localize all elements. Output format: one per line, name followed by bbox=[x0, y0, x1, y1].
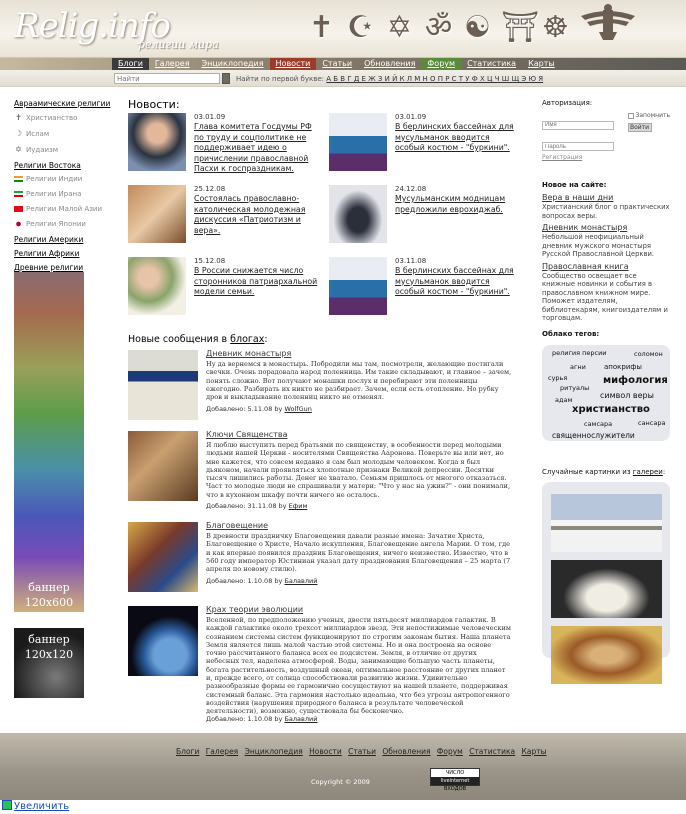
category-item-iran[interactable] bbox=[14, 190, 112, 198]
iran-flag-icon bbox=[14, 191, 23, 197]
counter-top: ЧИСЛО bbox=[445, 770, 465, 776]
tag-link[interactable]: христианство bbox=[572, 404, 650, 415]
post-footer bbox=[206, 405, 312, 413]
news-item bbox=[128, 185, 328, 247]
post-image[interactable] bbox=[128, 350, 198, 420]
site-slogan: религии мира bbox=[138, 38, 219, 51]
tag-link[interactable]: символ веры bbox=[600, 391, 654, 400]
gallery-box bbox=[542, 482, 670, 658]
category-item-christianity[interactable] bbox=[14, 113, 112, 122]
category-abrahamic[interactable]: Авраамические религии bbox=[14, 99, 111, 108]
new-text: Сообщество освещает все книжные новинки и события в православном книжном мире. Поможет издателям, библиотекарям, книгоиздателям и торговцам. bbox=[542, 271, 668, 322]
news-date: 03.01.09 bbox=[395, 113, 427, 121]
tag-link[interactable]: мифология bbox=[603, 375, 668, 386]
left-sidebar bbox=[14, 99, 112, 277]
gallery-image[interactable] bbox=[551, 626, 662, 684]
nav-blogs[interactable]: Блоги bbox=[112, 58, 149, 70]
tag-link[interactable]: адам bbox=[555, 396, 573, 404]
post-image[interactable] bbox=[128, 522, 198, 592]
enter-button[interactable]: Войти bbox=[628, 123, 652, 132]
news-title[interactable]: В берлинских бассейнах для мусульманок вводится особый костюм - "буркини". bbox=[395, 122, 514, 152]
footer-link[interactable]: Статистика bbox=[469, 747, 516, 756]
nav-forum[interactable]: Форум bbox=[421, 58, 461, 70]
item-label: Религии Индии bbox=[26, 175, 83, 183]
zoom-link[interactable]: Увеличить bbox=[14, 801, 70, 812]
yin-yang-icon: ☯ bbox=[464, 10, 491, 45]
alphabet-index bbox=[236, 75, 544, 83]
news-item bbox=[329, 185, 529, 247]
post-text: В древности праздничку Благовещения давали разные имена: Зачатие Христа, Благовещение о Христе, Начало искупления, Благовещение ангела Марии. О том, где и как впервые появился праздник Благовещения, ничего неизвестно. Известно, что в 560 году император Юстиниан указал дату празднования Благовещения – 25 марта (7 апреля по новому стилю). bbox=[206, 532, 511, 574]
news-thumbnail[interactable] bbox=[329, 185, 387, 243]
post-image[interactable] bbox=[128, 431, 198, 501]
star-of-david-icon: ✡ bbox=[386, 10, 413, 45]
blogs-heading: Новые сообщения в блогах: bbox=[128, 334, 268, 345]
blog-post bbox=[128, 606, 516, 726]
nav-updates[interactable]: Обновления bbox=[364, 59, 416, 68]
post-title[interactable]: Крах теории эволюции bbox=[206, 605, 304, 614]
site-logo[interactable]: Relig.info bbox=[14, 6, 170, 46]
nav-gallery[interactable]: Галерея bbox=[154, 59, 190, 68]
remember-label: Запомнить bbox=[635, 112, 670, 119]
post-date: Добавлено: 1.10.08 by bbox=[206, 577, 283, 585]
post-text: Ну да вернемся в монастырь. Побродили мы там, посмотрели, желающие постигали свечки. Очень порадовала народ поленница. Им такие складывают, и главное – зачем, понять сложно. Вот получают монашки послух и перебирают эти поленницы ежегодно. Разбирать их никто не разбирает. Зачем, если есть отопление. Но рубку дров и выкладывание поленниц никто не отменял. bbox=[206, 360, 512, 402]
copyright: Copyright © 2009 bbox=[311, 778, 370, 786]
post-title[interactable]: Ключи Священства bbox=[206, 430, 288, 439]
tag-cloud-heading: Облако тегов: bbox=[542, 330, 600, 338]
remember-checkbox[interactable] bbox=[628, 113, 634, 119]
alphabet-letters[interactable]: А Б В Г Д Е Ж З И Й К Л М Н О П Р С Т У Ф Х Ц Ч Ш Щ Э Ю Я bbox=[326, 75, 544, 83]
nav-news[interactable]: Новости bbox=[270, 58, 317, 70]
post-footer bbox=[206, 715, 317, 723]
footer-link[interactable]: Галерея bbox=[205, 747, 239, 756]
post-author[interactable]: Ефим bbox=[288, 502, 308, 510]
footer-link[interactable]: Новости bbox=[309, 747, 342, 756]
register-link[interactable]: Регистрация bbox=[542, 154, 583, 161]
counter-bottom: ВХОДОВ bbox=[443, 786, 467, 792]
post-image[interactable] bbox=[128, 606, 198, 676]
counter-mid: liveinternet bbox=[431, 777, 479, 785]
banner-label: баннер bbox=[28, 581, 70, 594]
news-thumbnail[interactable] bbox=[128, 113, 186, 171]
new-text: Небольшой неофициальный дневник мужского монастыря Русской Православной Церкви. bbox=[542, 233, 655, 258]
religion-symbols bbox=[306, 6, 637, 50]
faravahar-icon bbox=[579, 2, 637, 54]
dharma-wheel-icon: ☸ bbox=[542, 10, 569, 45]
item-label: Иудаизм bbox=[26, 145, 59, 154]
footer-link[interactable]: Блоги bbox=[176, 747, 200, 756]
news-date: 03.01.09 bbox=[194, 113, 226, 121]
category-item-islam[interactable] bbox=[14, 129, 112, 138]
banner-size: 120x120 bbox=[24, 648, 74, 661]
banner-size: 120x600 bbox=[24, 596, 74, 609]
tag-link[interactable]: самсара bbox=[584, 420, 613, 428]
post-title[interactable]: Дневник монастыря bbox=[206, 349, 292, 358]
gallery-heading-text: Случайные картинки из bbox=[542, 468, 633, 476]
news-title[interactable]: Мусульманским модницам предложили еврохиджаб. bbox=[395, 194, 506, 214]
nav-maps[interactable]: Карты bbox=[528, 59, 555, 68]
tag-link[interactable]: сансара bbox=[638, 419, 666, 427]
new-text: Христианский блог о практических вопросах веры. bbox=[542, 203, 670, 220]
gallery-link[interactable]: галереи bbox=[632, 468, 663, 476]
tag-cloud bbox=[542, 345, 670, 441]
new-link[interactable]: Православная книга bbox=[542, 261, 629, 271]
blog-post bbox=[128, 431, 516, 521]
post-author[interactable]: Балавлий bbox=[284, 577, 318, 585]
star-of-david-icon: ✡ bbox=[15, 145, 22, 154]
remember-row[interactable] bbox=[628, 111, 671, 120]
banner-120x600[interactable] bbox=[14, 272, 84, 612]
password-input[interactable] bbox=[542, 142, 614, 151]
new-on-site-heading: Новое на сайте: bbox=[542, 181, 607, 189]
gallery-heading-colon: : bbox=[662, 468, 666, 476]
blog-post bbox=[128, 522, 516, 602]
search-button[interactable] bbox=[222, 73, 230, 84]
gallery-heading bbox=[542, 468, 665, 476]
tag-link[interactable]: соломон bbox=[634, 350, 663, 358]
news-date: 03.11.08 bbox=[395, 257, 427, 265]
news-title[interactable]: Состоялась православно-католическая молодежная дискуссия «Патриотизм и вера». bbox=[194, 194, 306, 235]
post-date: Добавлено: 1.10.08 by bbox=[206, 715, 283, 723]
news-heading: Новости: bbox=[128, 98, 180, 111]
nav-stats[interactable]: Статистика bbox=[467, 59, 517, 68]
news-item bbox=[329, 257, 529, 319]
post-text: Вселенной, по предположению ученых, двести пятьдесят миллиардов галактик. В каждой галактике около трехсот миллиардов звезд. Эти непостижимые человеческим сознанием системы систем функционируют по строгим законам бытия. Наша планета Земля является лишь малой частью этой системы. Но и она построена на основе точно рассчитанного баланса всех ее подсистем. Земля, в отличие от других небесных тел, наделена атмосферой. Воды, занимающие большую часть планеты, богата растительность, воздушный океан, оптимальное расстояние от других планет и, прежде всего, от солнца способствовали развитию жизни. Удивительно разнообразные формы ее гармонично сосуществуют на нашей планете, поддерживая системный баланс. Эта гармония настолько идеальна, что без угрозы антропогенного воздействия (нарушения природного баланса в результате человеческой деятельности), возможно, существовала бы бесконечно. bbox=[206, 616, 512, 716]
footer bbox=[0, 733, 686, 800]
category-item-asia-minor[interactable] bbox=[14, 205, 112, 213]
category-east[interactable]: Религии Востока bbox=[14, 161, 81, 170]
nav-articles[interactable]: Статьи bbox=[322, 59, 353, 68]
category-africa[interactable]: Религии Африки bbox=[14, 249, 80, 258]
torii-icon: ⛩ bbox=[501, 10, 540, 45]
category-ancient[interactable]: Древние религии bbox=[14, 263, 84, 272]
blogs-heading-text: Новые сообщения в bbox=[128, 334, 231, 345]
post-text: Я люблю выступить перед братьями по священству, в особенности перед молодыми людьми нашей Церкви - носителями Священства Ааронова. Поверьте вы или нет, но мне кажется, что совсем недавно я сам был молодым человеком. Когда я был дьяконом, начали проявляться хлопотные признаки Великой депрессии. Десятки тысяч лишились работы. Денег не хватало. Семьям пришлось от многого отказаться. Част то молодые люди не спрашивали у матери: "Что у нас на ужин?" - они понимали, что в кухонном шкафу почти ничего не осталось. bbox=[206, 441, 511, 499]
crescent-icon: ☽ bbox=[14, 129, 23, 138]
cross-icon: ✝ bbox=[308, 10, 335, 45]
category-item-india[interactable] bbox=[14, 175, 112, 183]
news-thumbnail[interactable] bbox=[329, 113, 387, 171]
tag-link[interactable]: религия персии bbox=[552, 349, 607, 357]
main-nav bbox=[0, 58, 686, 70]
post-title[interactable]: Благовещение bbox=[206, 521, 269, 530]
right-sidebar bbox=[542, 99, 670, 323]
om-icon: ॐ bbox=[424, 10, 453, 45]
post-author[interactable]: WolfGun bbox=[284, 405, 312, 413]
tag-link[interactable]: апокрифы bbox=[604, 363, 642, 371]
new-link[interactable]: Дневник монастыря bbox=[542, 223, 628, 232]
post-footer bbox=[206, 577, 317, 585]
item-label: Христианство bbox=[26, 113, 78, 122]
footer-link[interactable]: Энциклопедия bbox=[244, 747, 303, 756]
item-label: Ислам bbox=[26, 129, 50, 138]
crescent-icon: ☪ bbox=[347, 10, 374, 45]
news-date: 25.12.08 bbox=[194, 185, 226, 193]
alphabet-label: Найти по первой букве: bbox=[236, 75, 325, 83]
news-thumbnail[interactable] bbox=[128, 257, 186, 315]
new-link[interactable]: Вера в наши дни bbox=[542, 193, 614, 202]
post-date: Добавлено: 31.11.08 by bbox=[206, 502, 287, 510]
post-date: Добавлено: 5.11.08 by bbox=[206, 405, 283, 413]
post-author[interactable]: Балавлий bbox=[284, 715, 318, 723]
footer-link[interactable]: Форум bbox=[436, 747, 463, 756]
footer-link[interactable]: Статьи bbox=[348, 747, 376, 756]
news-date: 24.12.08 bbox=[395, 185, 427, 193]
footer-link[interactable]: Обновления bbox=[382, 747, 431, 756]
tag-link[interactable]: сурья bbox=[548, 374, 568, 382]
india-flag-icon bbox=[14, 176, 23, 182]
news-title[interactable]: В берлинских бассейнах для мусульманок вводится особый костюм - "буркини". bbox=[395, 266, 514, 296]
banner-120x120[interactable] bbox=[14, 628, 84, 698]
blogs-link[interactable]: блогах bbox=[230, 334, 265, 345]
news-title[interactable]: Глава комитета Госдумы РФ по труду и соцполитике не поддерживает идею о причислении православной Пасхи к госпраздникам. bbox=[194, 122, 312, 173]
item-label: Религии Ирана bbox=[26, 190, 82, 198]
category-america[interactable]: Религии Америки bbox=[14, 235, 84, 244]
banner-label: баннер bbox=[28, 633, 70, 646]
post-footer bbox=[206, 502, 307, 510]
news-item bbox=[329, 113, 529, 175]
faravahar-svg bbox=[579, 2, 637, 42]
turkey-flag-icon bbox=[14, 206, 23, 212]
news-thumbnail[interactable] bbox=[329, 257, 387, 315]
item-label: Религии Японии bbox=[26, 220, 86, 228]
search-input[interactable] bbox=[114, 73, 220, 84]
footer-link[interactable]: Карты bbox=[521, 747, 547, 756]
cross-icon: ✝ bbox=[15, 113, 22, 122]
zoom-bar bbox=[0, 800, 686, 814]
zoom-icon[interactable] bbox=[2, 800, 12, 810]
auth-heading: Авторизация: bbox=[542, 99, 593, 107]
news-title[interactable]: В России снижается число сторонников патриархальной модели семьи. bbox=[194, 266, 318, 296]
japan-flag-icon bbox=[14, 221, 23, 227]
tag-link[interactable]: агни bbox=[570, 363, 586, 371]
news-item bbox=[128, 257, 328, 319]
category-item-judaism[interactable] bbox=[14, 145, 112, 154]
nav-encyclopedia[interactable]: Энциклопедия bbox=[201, 59, 264, 68]
liveinternet-counter[interactable] bbox=[430, 768, 480, 792]
tag-link[interactable]: священнослужители bbox=[552, 431, 635, 440]
login-input[interactable] bbox=[542, 121, 614, 130]
tag-link[interactable]: ритуалы bbox=[560, 384, 590, 392]
item-label: Религии Малой Азии bbox=[26, 205, 103, 213]
category-item-japan[interactable] bbox=[14, 220, 112, 228]
news-date: 15.12.08 bbox=[194, 257, 226, 265]
blog-post bbox=[128, 350, 516, 430]
gallery-image[interactable] bbox=[551, 494, 662, 552]
gallery-image[interactable] bbox=[551, 560, 662, 618]
news-item bbox=[128, 113, 328, 175]
news-thumbnail[interactable] bbox=[128, 185, 186, 243]
footer-nav bbox=[176, 747, 551, 756]
